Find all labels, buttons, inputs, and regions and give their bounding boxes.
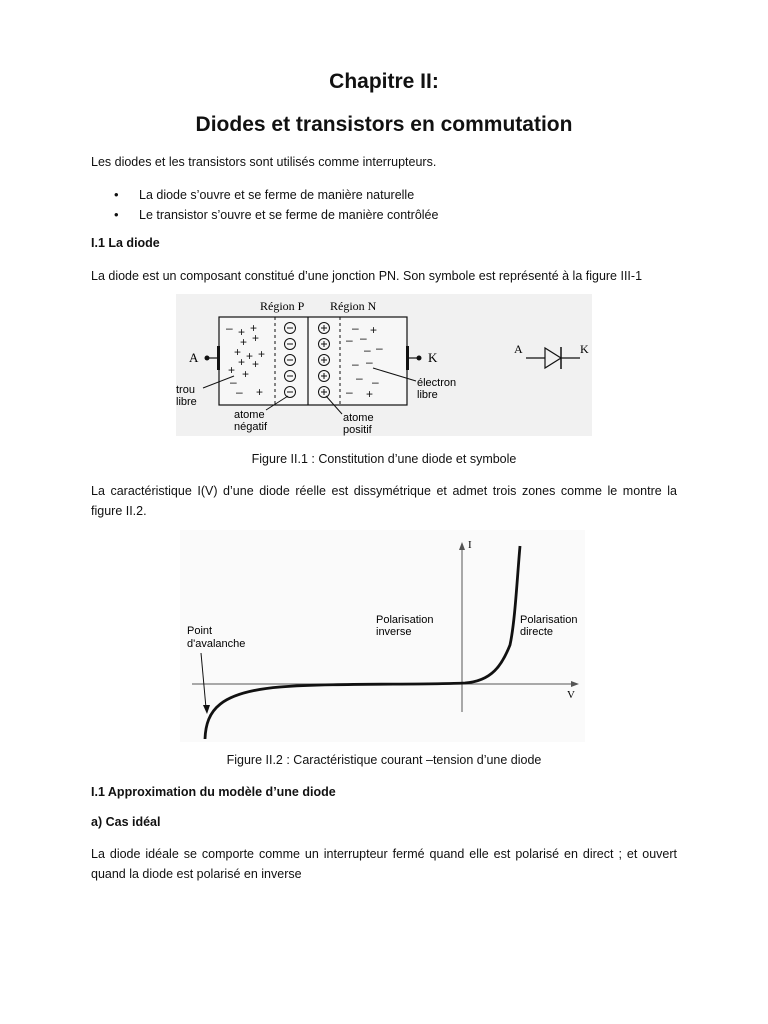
characteristic-paragraph: La caractéristique I(V) d’une diode réelle est dissymétrique et admet trois zones comme le montre la figure II.2.	[91, 484, 677, 518]
anode-contact	[217, 346, 220, 370]
svg-text:–: –	[364, 343, 371, 357]
atome-negatif-label-2: négatif	[234, 421, 268, 433]
svg-text:–: –	[236, 385, 243, 399]
svg-text:–: –	[226, 321, 233, 335]
cathode-contact	[406, 346, 409, 370]
diode-paragraph: La diode est un composant constitué d’une jonction PN. Son symbole est représenté à la figure III-1	[91, 269, 643, 283]
svg-text:–: –	[356, 371, 363, 385]
v-axis-label: V	[567, 689, 575, 701]
bullet-list	[91, 185, 691, 225]
cathode-label: K	[428, 350, 438, 365]
svg-text:+: +	[252, 331, 260, 345]
atome-negatif-label-1: atome	[234, 409, 265, 421]
figure2-caption: Figure II.2 : Caractéristique courant –tension d’une diode	[226, 753, 542, 767]
svg-text:+: +	[240, 335, 248, 349]
svg-text:–: –	[352, 321, 359, 335]
anode-terminal	[205, 356, 210, 361]
svg-text:+: +	[238, 355, 246, 369]
avalanche-label-1: Point	[187, 625, 213, 637]
chapter-title: Chapitre II:	[329, 70, 439, 93]
trou-label: trou	[176, 384, 195, 396]
intro-paragraph: Les diodes et les transistors sont utilisés comme interrupteurs.	[91, 155, 437, 169]
pn-junction-figure	[170, 290, 640, 440]
libre-right-label: libre	[417, 389, 438, 401]
chapter-subtitle: Diodes et transistors en commutation	[195, 113, 573, 136]
svg-text:–: –	[230, 375, 237, 389]
anode-label: A	[189, 350, 199, 365]
symbol-anode-label: A	[514, 342, 523, 356]
svg-text:+: +	[256, 385, 264, 399]
svg-text:+: +	[242, 367, 250, 381]
svg-text:+: +	[238, 325, 246, 339]
svg-text:+: +	[250, 321, 258, 335]
directe-label-2: directe	[520, 626, 554, 638]
iv-characteristic-figure	[180, 530, 590, 745]
svg-text:+: +	[366, 387, 374, 401]
svg-text:–: –	[352, 357, 359, 371]
bullet-dot-icon: •	[114, 207, 119, 222]
section-heading-diode: I.1 La diode	[91, 236, 160, 250]
libre-left-label: libre	[176, 396, 197, 408]
bullet-item: • Le transistor s’ouvre et se ferme de manière contrôlée	[91, 205, 691, 225]
svg-text:–: –	[346, 385, 353, 399]
symbol-cathode-label: K	[580, 342, 589, 356]
svg-text:–: –	[366, 355, 373, 369]
electron-label: électron	[417, 377, 457, 389]
region-p-label: Région P	[260, 299, 305, 313]
svg-text:+: +	[246, 349, 254, 363]
svg-text:+: +	[228, 363, 236, 377]
atome-positif-label-2: positif	[343, 424, 372, 436]
inverse-label-1: Polarisation	[376, 614, 434, 626]
atome-positif-label-1: atome	[343, 412, 374, 424]
ideal-paragraph: La diode idéale se comporte comme un interrupteur fermé quand elle est polarisé en direct ; et ouvert quand la diode est polarisé en inverse	[91, 847, 677, 881]
svg-text:–: –	[346, 333, 353, 347]
svg-text:+: +	[258, 347, 266, 361]
svg-text:+: +	[234, 345, 242, 359]
svg-text:–: –	[360, 331, 367, 345]
i-axis-label: I	[468, 539, 472, 551]
svg-text:–: –	[376, 341, 383, 355]
bullet-item: • La diode s’ouvre et se ferme de manière naturelle	[91, 185, 691, 205]
inverse-label-2: inverse	[376, 626, 412, 638]
avalanche-label-2: d'avalanche	[187, 638, 246, 650]
svg-text:+: +	[370, 323, 378, 337]
svg-text:+: +	[252, 357, 260, 371]
region-n-label: Région N	[330, 299, 377, 313]
cathode-terminal	[417, 356, 422, 361]
bullet-dot-icon: •	[114, 187, 119, 202]
figure1-caption: Figure II.1 : Constitution d’une diode et symbole	[251, 452, 517, 466]
svg-text:–: –	[372, 375, 379, 389]
section-heading-approximation: I.1 Approximation du modèle d’une diode	[91, 785, 336, 799]
directe-label-1: Polarisation	[520, 614, 578, 626]
section-heading-ideal: a) Cas idéal	[91, 815, 161, 829]
